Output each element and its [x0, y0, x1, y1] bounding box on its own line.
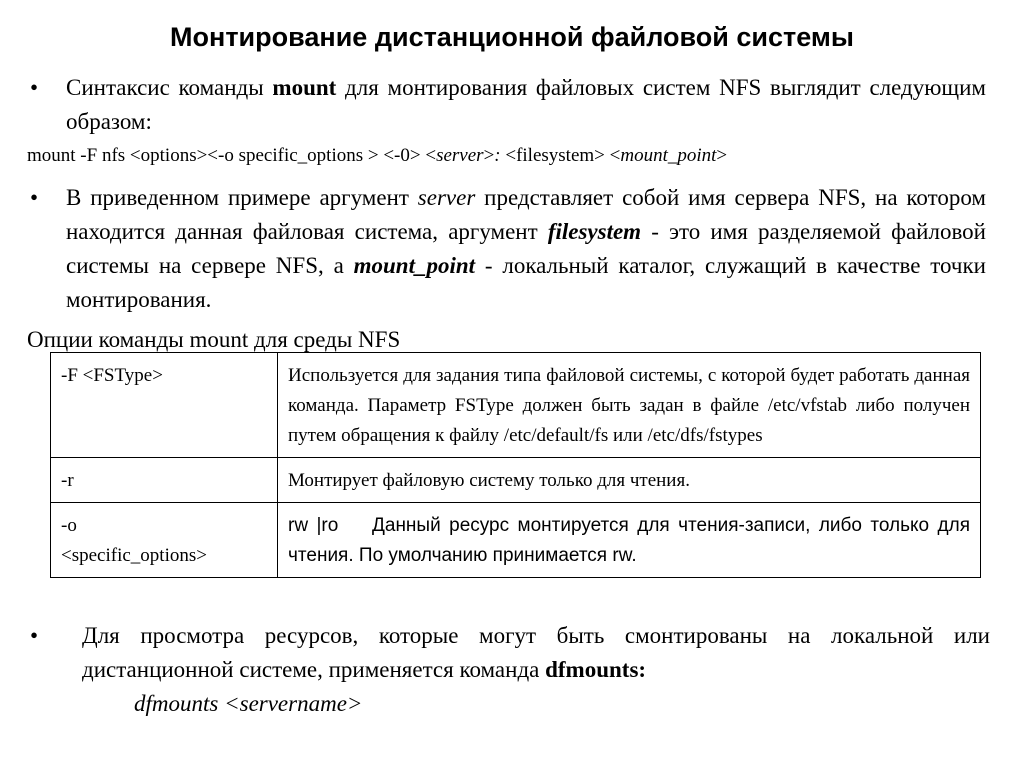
- option-arg: <specific_options>: [61, 545, 207, 566]
- option-cell: [51, 503, 278, 578]
- description-cell: Монтирует файловую систему только для чтения.: [278, 458, 981, 503]
- text-fragment: В приведенном примере аргумент: [66, 185, 418, 210]
- options-heading: Опции команды mount для среды NFS: [27, 327, 401, 352]
- server-arg: server: [417, 185, 476, 210]
- text-fragment: mount -F nfs <options><-o specific_options > <-0> <: [27, 145, 437, 166]
- bullet-text: [82, 619, 990, 687]
- text-fragment: для монтирования файловых систем NFS выглядит следующим образом:: [66, 75, 986, 134]
- bullet-dfmounts: [30, 619, 990, 721]
- bullet-marker: •: [30, 623, 39, 648]
- option-flag: -o: [61, 515, 77, 536]
- dfmounts-syntax: [134, 687, 990, 721]
- text-fragment: - локальный каталог, служащий в качестве точки монтирования.: [66, 253, 986, 312]
- description-cell: Используется для задания типа файловой системы, с которой будет работать данная команда. Параметр FSType должен быть задан в файле /etc/vfstab либо получен путем обращения к файлу /etc/default/fs или /etc/dfs/fstypes: [278, 353, 981, 458]
- filesystem-arg: filesystem: [547, 219, 642, 244]
- command-name: mount: [272, 75, 337, 100]
- slide-title: Монтирование дистанционной файловой системы: [170, 22, 854, 52]
- table-row: [51, 458, 981, 503]
- bullet-text: [66, 71, 986, 139]
- description-cell: rw |ro Данный ресурс монтируется для чтения-записи, либо только для чтения. По умолчанию принимается rw.: [278, 503, 981, 578]
- bullet-arguments: [30, 181, 986, 317]
- option-cell: -r: [51, 458, 278, 503]
- command-name: dfmounts: [134, 691, 219, 716]
- text-fragment: >: [483, 145, 495, 166]
- table-row: [51, 503, 981, 578]
- bullet-marker: •: [30, 75, 39, 100]
- text-fragment: <filesystem> <: [500, 145, 621, 166]
- command-name: dfmounts:: [545, 657, 647, 682]
- mount-point-arg: mount_point: [620, 145, 717, 166]
- bullet-mount-syntax: [30, 71, 986, 139]
- text-fragment: представляет собой имя сервера NFS, на котором находится данная файловая система, аргумент: [66, 185, 986, 244]
- mount-point-arg: mount_point: [353, 253, 476, 278]
- text-fragment: Для просмотра ресурсов, которые могут быть смонтированы на локальной или дистанционной системе, применяется команда: [82, 623, 990, 682]
- servername-arg: <servername>: [224, 691, 363, 716]
- text-fragment: Синтаксис команды: [66, 75, 273, 100]
- text-fragment: - это имя разделяемой файловой системы на сервере NFS, а: [66, 219, 986, 278]
- options-table: [50, 352, 981, 578]
- text-fragment: >: [716, 145, 728, 166]
- option-cell: -F <FSType>: [51, 353, 278, 458]
- table-row: [51, 353, 981, 458]
- mount-command-syntax: [27, 145, 727, 167]
- text-fragment: :: [494, 145, 501, 166]
- bullet-text: [66, 181, 986, 317]
- bullet-marker: •: [30, 185, 39, 210]
- server-arg: server: [436, 145, 484, 166]
